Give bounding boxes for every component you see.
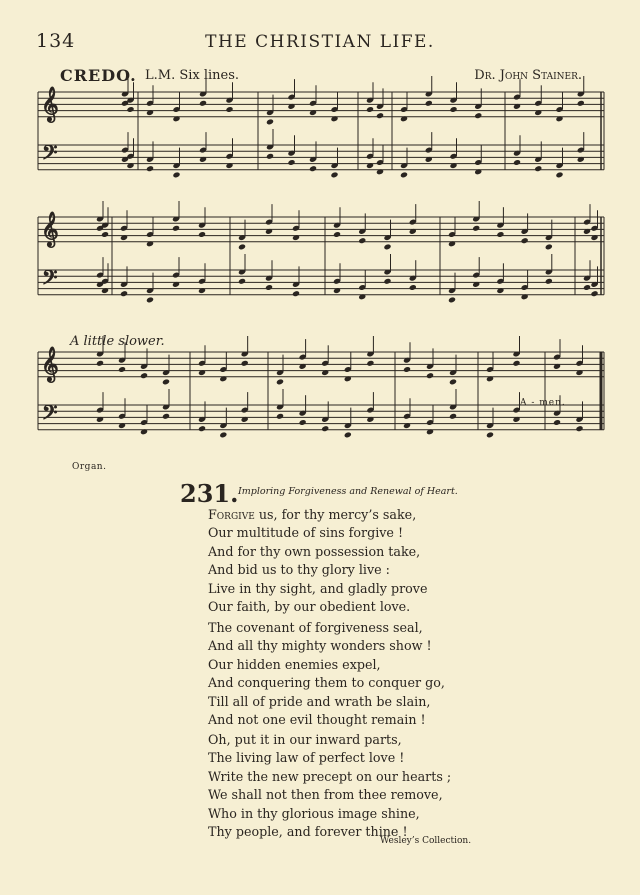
notehead (400, 171, 408, 178)
page-number: 134 (36, 30, 76, 52)
bass-clef: 𝄢 (42, 266, 58, 294)
notehead (198, 231, 206, 238)
notehead (449, 378, 457, 385)
first-line-rest: us, for thy mercy’s sake, (254, 507, 417, 522)
treble-clef: 𝄞 (41, 347, 59, 382)
notehead (449, 413, 457, 420)
stanza-line (208, 506, 427, 524)
stanza-1 (208, 506, 427, 616)
tune-meter: L.M. Six lines. (145, 68, 240, 83)
stanza-line: Live in thy sight, and gladly prove (208, 580, 428, 596)
notehead (426, 372, 434, 379)
notehead (409, 284, 417, 291)
amen-label: A - men. (520, 398, 566, 408)
running-head: THE CHRISTIAN LIFE. (205, 32, 435, 52)
notehead (449, 106, 457, 113)
stanza-line: And bid us to thy glory live : (208, 562, 390, 578)
music-system (38, 87, 604, 170)
hymn-number: 231. (180, 479, 239, 508)
notehead (238, 278, 246, 285)
notehead (330, 171, 338, 178)
stanza-line: Our multitude of sins forgive ! (208, 525, 404, 541)
tempo-marking: A little slower. (70, 334, 165, 349)
notehead (366, 360, 374, 367)
notehead (172, 171, 180, 178)
notehead (448, 296, 456, 303)
stanza-line: And conquering them to conquer go, (208, 675, 445, 691)
stanza-2 (208, 619, 445, 729)
notehead (575, 425, 583, 432)
notehead (140, 372, 148, 379)
notehead (198, 425, 206, 432)
notehead (276, 413, 284, 420)
notehead (241, 360, 249, 367)
notehead (583, 284, 591, 291)
tune-name: CREDO. (60, 66, 137, 85)
notehead (321, 425, 329, 432)
notehead (590, 290, 598, 297)
notehead (496, 231, 504, 238)
notehead (513, 159, 521, 166)
bass-clef: 𝄢 (42, 141, 58, 169)
notehead (512, 360, 520, 367)
notehead (474, 112, 482, 119)
notehead (383, 278, 391, 285)
notehead (292, 290, 300, 297)
notehead (238, 243, 246, 250)
stanza-line: Our faith, by our obedient love. (208, 599, 411, 615)
stanza-line: Thy people, and forever thine ! (208, 824, 408, 840)
notehead (545, 243, 553, 250)
notehead (219, 431, 227, 438)
notehead (376, 112, 384, 119)
treble-clef: 𝄞 (41, 212, 59, 247)
notehead (403, 366, 411, 373)
notehead (534, 165, 542, 172)
notehead (358, 237, 366, 244)
notehead (545, 278, 553, 285)
notehead (425, 100, 433, 107)
notehead (553, 419, 561, 426)
stanza-line: Write the new precept on our hearts ; (208, 768, 452, 784)
notehead (383, 243, 391, 250)
notehead (521, 237, 529, 244)
hymn-title: Imploring Forgiveness and Renewal of Heart. (238, 486, 458, 497)
notehead (266, 153, 274, 160)
stanza-line: Our hidden enemies expel, (208, 656, 381, 672)
stanza-line: And for thy own possession take, (208, 543, 421, 559)
notehead (299, 419, 307, 426)
notehead (266, 118, 274, 125)
notehead (225, 106, 233, 113)
stanza-line: Who in thy glorious image shine, (208, 805, 420, 821)
notehead (199, 100, 207, 107)
organ-label: Organ. (72, 462, 107, 472)
notehead (101, 231, 109, 238)
treble-clef: 𝄞 (41, 87, 59, 122)
hymn-attribution: Wesley’s Collection. (380, 836, 472, 846)
notehead (146, 296, 154, 303)
notehead (344, 431, 352, 438)
notehead (162, 413, 170, 420)
stanza-line: Oh, put it in our inward parts, (208, 732, 402, 747)
notehead (472, 225, 480, 232)
stanza-line: And not one evil thought remain ! (208, 712, 426, 728)
notehead (118, 366, 126, 373)
notehead (162, 378, 170, 385)
notehead (333, 231, 341, 238)
notehead (126, 106, 134, 113)
notehead (577, 100, 585, 107)
notehead (276, 378, 284, 385)
stanza-line: The covenant of forgiveness seal, (208, 620, 423, 635)
composer-name: Dr. John Stainer. (474, 68, 582, 83)
stanza-3 (208, 731, 451, 841)
bass-clef: 𝄢 (42, 401, 58, 429)
first-word: Forgive (208, 507, 255, 522)
stanza-line: Till all of pride and wrath be slain, (208, 693, 431, 709)
notehead (265, 284, 273, 291)
notehead (172, 225, 180, 232)
notehead (486, 431, 494, 438)
stanza-line: We shall not then from thee remove, (208, 787, 443, 803)
notehead (120, 290, 128, 297)
stanza-line: The living law of perfect love ! (208, 750, 405, 766)
stanza-line: And all thy mighty wonders show ! (208, 638, 432, 654)
notehead (96, 360, 104, 367)
notehead (309, 165, 317, 172)
notehead (287, 159, 295, 166)
notehead (366, 106, 374, 113)
notehead (146, 165, 154, 172)
notehead (555, 171, 563, 178)
